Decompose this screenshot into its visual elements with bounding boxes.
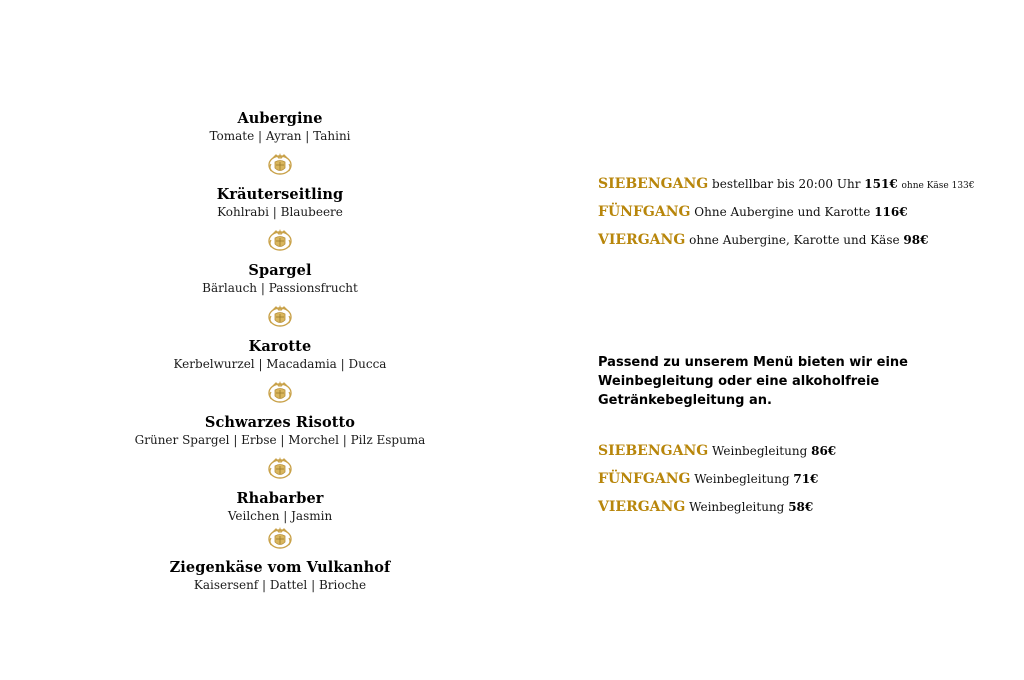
crest-icon xyxy=(120,151,440,177)
course-description: Veilchen | Jasmin xyxy=(227,509,333,523)
wine-text: Weinbegleitung xyxy=(694,472,790,486)
wine-siebengang xyxy=(598,443,998,471)
price-text: bestellbar bis 20:00 Uhr xyxy=(712,177,861,191)
price-value: 116€ xyxy=(874,205,908,219)
crest-icon xyxy=(120,303,440,329)
course-schwarzes-risotto xyxy=(120,414,440,448)
price-siebengang xyxy=(598,176,998,204)
course-spargel xyxy=(120,262,440,296)
crest-icon xyxy=(120,227,440,253)
course-rhabarber xyxy=(120,490,440,524)
price-viergang xyxy=(598,232,998,260)
course-title: Rhabarber xyxy=(236,490,324,507)
course-ziegenkaese xyxy=(120,559,440,593)
price-note: ohne Käse 133€ xyxy=(901,181,975,191)
wine-pairing-note xyxy=(598,353,918,410)
course-description: Tomate | Ayran | Tahini xyxy=(209,129,351,143)
course-title: Aubergine xyxy=(237,110,323,127)
crest-icon xyxy=(120,379,440,405)
price-fuenfgang xyxy=(598,204,998,232)
wine-text: Weinbegleitung xyxy=(689,500,785,514)
wine-label: FÜNFGANG xyxy=(598,471,691,487)
price-label: VIERGANG xyxy=(598,232,686,248)
wine-text: Weinbegleitung xyxy=(712,444,808,458)
course-aubergine xyxy=(120,110,440,144)
course-title: Ziegenkäse vom Vulkanhof xyxy=(169,559,391,576)
menu-pricing xyxy=(598,176,998,260)
price-value: 151€ xyxy=(864,177,898,191)
course-description: Grüner Spargel | Erbse | Morchel | Pilz Espuma xyxy=(134,433,426,447)
price-label: SIEBENGANG xyxy=(598,176,709,192)
course-description: Kohlrabi | Blaubeere xyxy=(217,205,343,219)
course-title: Kräuterseitling xyxy=(216,186,344,203)
price-label: FÜNFGANG xyxy=(598,204,691,220)
crest-icon xyxy=(120,455,440,481)
wine-note-line: Getränkebegleitung an. xyxy=(598,393,772,408)
wine-price: 86€ xyxy=(811,444,837,458)
wine-price: 58€ xyxy=(788,500,814,514)
course-description: Kaisersenf | Dattel | Brioche xyxy=(193,578,367,592)
price-text: ohne Aubergine, Karotte und Käse xyxy=(689,233,900,247)
wine-label: SIEBENGANG xyxy=(598,443,709,459)
wine-note-line: Weinbegleitung oder eine alkoholfreie xyxy=(598,374,880,389)
wine-note-line: Passend zu unserem Menü bieten wir eine xyxy=(598,355,908,370)
price-value: 98€ xyxy=(903,233,929,247)
course-title: Schwarzes Risotto xyxy=(204,414,356,431)
wine-viergang xyxy=(598,499,998,527)
menu-course-list xyxy=(120,110,440,593)
course-description: Bärlauch | Passionsfrucht xyxy=(202,281,358,295)
wine-label: VIERGANG xyxy=(598,499,686,515)
wine-fuenfgang xyxy=(598,471,998,499)
wine-pricing xyxy=(598,443,998,527)
wine-price: 71€ xyxy=(793,472,819,486)
course-title: Karotte xyxy=(248,338,312,355)
crest-icon xyxy=(120,525,440,551)
course-kraeuterseitling xyxy=(120,186,440,220)
price-text: Ohne Aubergine und Karotte xyxy=(694,205,871,219)
course-title: Spargel xyxy=(248,262,312,279)
course-description: Kerbelwurzel | Macadamia | Ducca xyxy=(173,357,387,371)
course-karotte xyxy=(120,338,440,372)
